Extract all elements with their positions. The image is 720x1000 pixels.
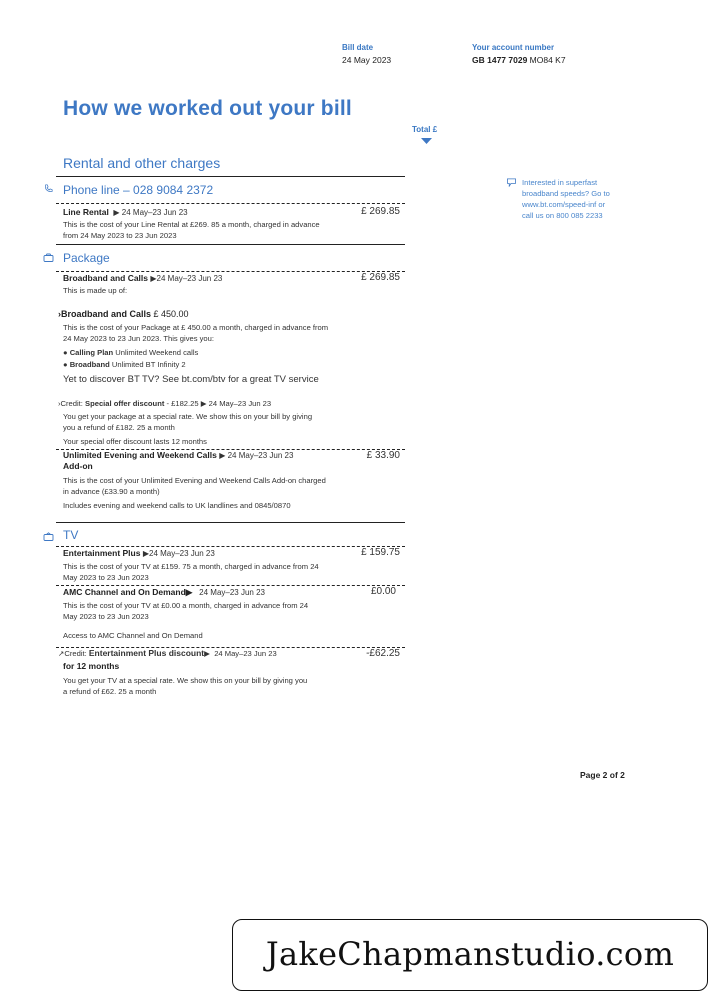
addon-desc-1: This is the cost of your Unlimited Evening and Weekend Calls Add-on charged [63,476,326,485]
addon-item: Unlimited Evening and Weekend Calls ▶ 24 May–23 Jun 23 [63,450,294,460]
tv-discount-desc-1: You get your TV at a special rate. We show this on your bill by giving you [63,676,308,685]
amc-amount: £0.00 [370,586,396,597]
section-title: Rental and other charges [63,155,221,171]
special-offer-amount: - £182.25 [166,399,199,408]
bill-date-label: Bill date [342,43,374,52]
special-offer-desc-1: You get your package at a special rate. We show this on your bill by giving [63,412,313,421]
bullet-calling-plan-value: Unlimited Weekend calls [115,348,199,357]
special-offer-desc-3: Your special offer discount lasts 12 months [63,437,207,446]
bt-tv-promo: Yet to discover BT TV? See bt.com/btv for a great TV service [63,374,319,385]
broadband-calls-amount: £ 269.85 [361,272,400,283]
addon-name: Unlimited Evening and Weekend Calls [63,450,217,460]
account-number-label: Your account number [472,43,555,52]
divider [56,244,405,245]
special-offer-dates: 24 May–23 Jun 23 [208,399,272,408]
line-rental-name: Line Rental [63,207,109,217]
entertainment-plus-amount: £ 159.75 [361,547,400,558]
made-up-of: This is made up of: [63,286,128,295]
tv-heading: TV [63,528,79,542]
phone-line-heading: Phone line – 028 9084 2372 [63,183,214,197]
special-offer-name: Special offer discount [85,399,165,408]
special-offer-credit: ›Credit: Special offer discount - £182.25 ▶ 24 May–23 Jun 23 [58,399,272,408]
amc-dates: 24 May–23 Jun 23 [199,588,265,597]
addon-name-2: Add-on [63,461,93,471]
package-desc-1: This is the cost of your Package at £ 450.00 a month, charged in advance from [63,323,329,332]
entertainment-plus-desc-1: This is the cost of your TV at £159. 75 a month, charged in advance from 24 [63,562,319,571]
phone-icon [43,184,54,193]
line-rental-amount: £ 269.85 [361,206,400,217]
superfast-note-line: broadband speeds? Go to [522,189,610,198]
addon-amount: £ 33.90 [366,450,400,461]
amc-desc-2: May 2023 to 23 Jun 2023 [63,612,149,621]
superfast-note-link[interactable]: www.bt.com/speed-inf or [522,200,606,209]
entertainment-plus-item: Entertainment Plus ▶24 May–23 Jun 23 [63,548,215,558]
total-column-label: Total £ [412,125,438,134]
tv-icon [43,532,54,541]
tv-discount-desc-2: a refund of £62. 25 a month [63,687,157,696]
special-offer-desc-2: you a refund of £182. 25 a month [63,423,175,432]
divider [56,522,405,523]
credit-prefix: Credit: [60,399,83,408]
tv-discount-dates: 24 May–23 Jun 23 [214,649,277,658]
tv-discount-item: ↗Credit: Entertainment Plus discount▶ 24 May–23 Jun 23 [58,648,277,658]
broadband-calls-item: Broadband and Calls ▶24 May–23 Jun 23 [63,273,223,283]
superfast-note-line: Interested in superfast [522,178,598,187]
account-number-bold: GB 1477 7029 [472,55,528,65]
addon-dates: 24 May–23 Jun 23 [227,451,294,460]
broadband-calls-sub-name: Broadband and Calls [61,309,152,319]
line-rental-dates: 24 May–23 Jun 23 [121,208,188,217]
line-rental-desc-1: This is the cost of your Line Rental at £269. 85 a month, charged in advance [63,220,320,229]
superfast-note-line: call us on 800 085 2233 [522,211,603,220]
page-number: Page 2 of 2 [580,770,625,780]
amc-desc-3: Access to AMC Channel and On Demand [63,631,203,640]
bullet-broadband: ● Broadband Unlimited BT Infinity 2 [63,360,186,369]
broadband-calls-name: Broadband and Calls [63,273,149,283]
addon-desc-3: Includes evening and weekend calls to UK landlines and 0845/0870 [63,501,291,510]
broadband-calls-dates: 24 May–23 Jun 23 [156,274,223,283]
line-rental-item: Line Rental ▶ 24 May–23 Jun 23 [63,207,188,217]
package-desc-2: 24 May 2023 to 23 Jun 2023. This gives you: [63,334,214,343]
credit-prefix: Credit: [64,649,87,658]
bullet-calling-plan-label: Calling Plan [69,348,114,357]
tv-discount-amount: -£62.25 [366,648,400,659]
divider [56,176,405,177]
broadband-calls-sub-item: ›Broadband and Calls £ 450.00 [58,309,189,319]
watermark: JakeChapmanstudio.com [232,919,708,991]
entertainment-plus-dates: 24 May–23 Jun 23 [149,549,215,558]
account-number-suffix: MO84 K7 [529,55,566,65]
entertainment-plus-name: Entertainment Plus [63,548,141,558]
bullet-calling-plan: ● Calling Plan Unlimited Weekend calls [63,348,199,357]
bullet-broadband-label: Broadband [69,360,110,369]
line-rental-desc-2: from 24 May 2023 to 23 Jun 2023 [63,231,177,240]
dashed-divider [56,203,405,204]
amc-desc-1: This is the cost of your TV at £0.00 a month, charged in advance from 24 [63,601,309,610]
amc-item: AMC Channel and On Demand▶ 24 May–23 Jun 23 [63,587,265,597]
page-title: How we worked out your bill [63,97,352,120]
tv-discount-name: Entertainment Plus discount [88,648,205,658]
bill-date: 24 May 2023 [342,55,392,65]
account-number [472,55,566,65]
addon-desc-2: in advance (£33.90 a month) [63,487,160,496]
chevron-down-icon [421,138,432,144]
amc-name: AMC Channel and On Demand [63,587,186,597]
package-icon [43,253,54,262]
chat-icon [506,178,517,187]
tv-discount-name-2: for 12 months [63,661,120,671]
superfast-note [522,177,610,221]
broadband-calls-sub-price: £ 450.00 [153,309,189,319]
package-heading: Package [63,251,110,265]
bullet-broadband-value: Unlimited BT Infinity 2 [111,360,186,369]
entertainment-plus-desc-2: May 2023 to 23 Jun 2023 [63,573,149,582]
